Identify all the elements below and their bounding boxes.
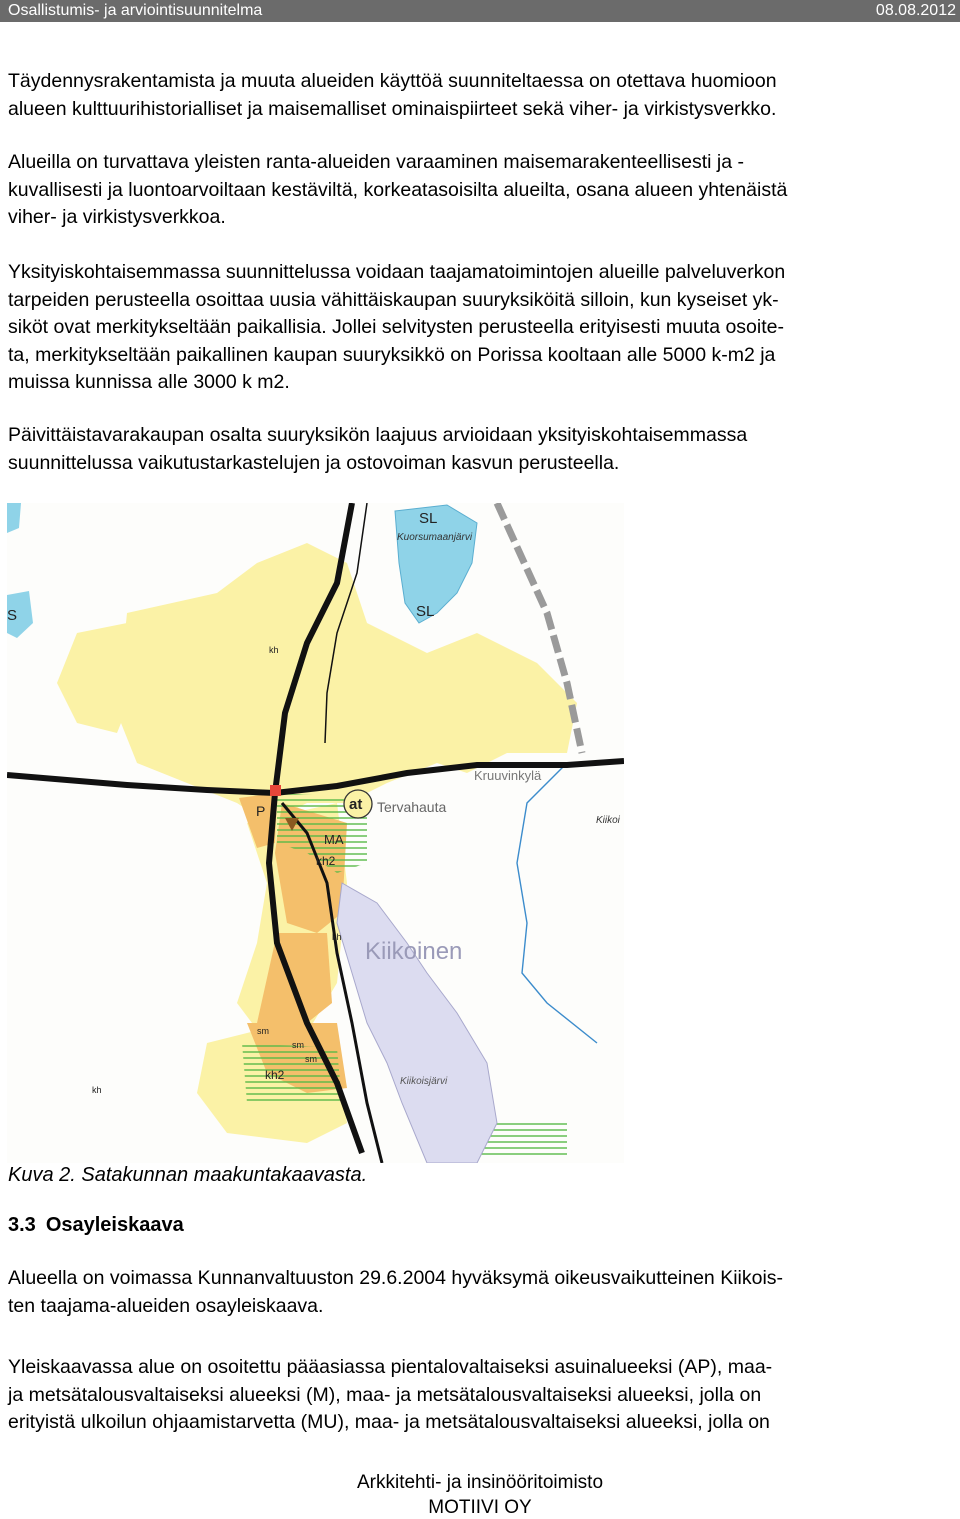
paragraph-5 (8, 1265, 953, 1320)
map-label: sm (292, 1040, 304, 1050)
header-title: Osallistumis- ja arviointisuunnitelma (8, 2, 263, 19)
map-label: kh2 (265, 1068, 285, 1082)
paragraph-3 (8, 259, 953, 397)
figure-caption: Kuva 2. Satakunnan maakuntakaavasta. (8, 1164, 368, 1186)
text-line: ja metsätalousvaltaiseksi alueeksi (M), maa- ja metsätalousvaltaiseksi alueeksi, jolla on (8, 1383, 762, 1406)
map-label: sm (305, 1054, 317, 1064)
text-line: Yleiskaavassa alue on osoitettu pääasiassa pientalovaltaiseksi asuinalueeksi (AP), maa- (8, 1356, 773, 1378)
text-line: viher- ja virkistysverkkoa. (8, 206, 226, 228)
text-line: muissa kunnissa alle 3000 k m2. (8, 371, 290, 393)
map-label: at (349, 796, 363, 813)
paragraph-6 (8, 1354, 953, 1437)
map-label: Tervahauta (377, 799, 447, 815)
map-label: kh (332, 932, 342, 942)
text-line: ta, merkitykseltään paikallinen kaupan suuryksikkö on Porissa kooltaan alle 5000 k-m2 ja (8, 343, 776, 366)
text-line: ten taajama-alueiden osayleiskaava. (8, 1294, 324, 1317)
section-heading (8, 1214, 184, 1237)
paragraph-1 (8, 68, 953, 123)
map-label: Kiikoinen (365, 938, 463, 965)
text-line: suunnittelussa vaikutustarkastelujen ja ostovoiman kasvun perusteella. (8, 451, 620, 474)
footer-company-line: Arkkitehti- ja insinööritoimisto (356, 1472, 604, 1493)
text-line: siköt ovat merkitykseltään paikallisia. Jollei selvitysten perusteella erityisesti muuta osoite- (8, 316, 784, 338)
regional-plan-map (7, 503, 624, 1163)
text-line: tarpeiden perusteella osoittaa uusia vähittäiskaupan suuryksiköitä silloin, kun kyseiset yk- (8, 288, 779, 311)
striped-zone-south (242, 1043, 342, 1103)
text-line: Alueella on voimassa Kunnanvaltuuston 29.6.2004 hyväksymä oikeusvaikutteinen Kiikois- (8, 1267, 784, 1289)
text-line: kuvallisesti ja luontoarvoiltaan kestäviltä, korkeatasoisilta alueilta, osana alueen yhtenäistä (8, 178, 788, 201)
map-label: kh2 (316, 854, 336, 868)
text-line: Yksityiskohtaisemmassa suunnittelussa voidaan taajamatoimintojen alueille palveluverkon (8, 261, 786, 283)
map-label: SL (419, 510, 438, 527)
map-label: SL (416, 603, 435, 620)
map-label: sm (257, 1026, 269, 1036)
text-line: erityistä ulkoilun ohjaamistarvetta (MU), maa- ja metsätalousvaltaiseksi alueeksi, jolla on (8, 1411, 770, 1433)
paragraph-2 (8, 149, 953, 232)
map-label: Kiikoisjärvi (400, 1076, 448, 1087)
text-line: Täydennysrakentamista ja muuta alueiden käyttöä suunniteltaessa on otettava huomioon (8, 70, 777, 92)
paragraph-4 (8, 422, 953, 477)
map-label: kh (92, 1085, 102, 1095)
map-label: Kuorsumaanjärvi (397, 532, 473, 543)
footer-company-name: MOTIIVI OY (428, 1497, 532, 1518)
section-number: 3.3 (8, 1214, 36, 1236)
map-label: S (7, 607, 18, 624)
page-header (0, 0, 960, 22)
map-label: MA (324, 832, 344, 847)
section-title: Osayleiskaava (45, 1214, 184, 1236)
text-line: Alueilla on turvattava yleisten ranta-alueiden varaaminen maisemarakenteellisesti ja - (8, 151, 744, 173)
map-label: kh (269, 645, 279, 655)
map-label: P (256, 803, 266, 819)
text-line: Päivittäistavarakaupan osalta suuryksikön laajuus arvioidaan yksityiskohtaisemmassa (8, 424, 748, 446)
header-date: 08.08.2012 (875, 2, 956, 19)
map-label: Kiikoi (596, 815, 620, 826)
map-label: Kruuvinkylä (474, 768, 542, 783)
intersection-marker (270, 785, 281, 796)
text-line: alueen kulttuurihistorialliset ja maisemalliset ominaispiirteet sekä viher- ja virkistysverkko. (8, 97, 777, 120)
